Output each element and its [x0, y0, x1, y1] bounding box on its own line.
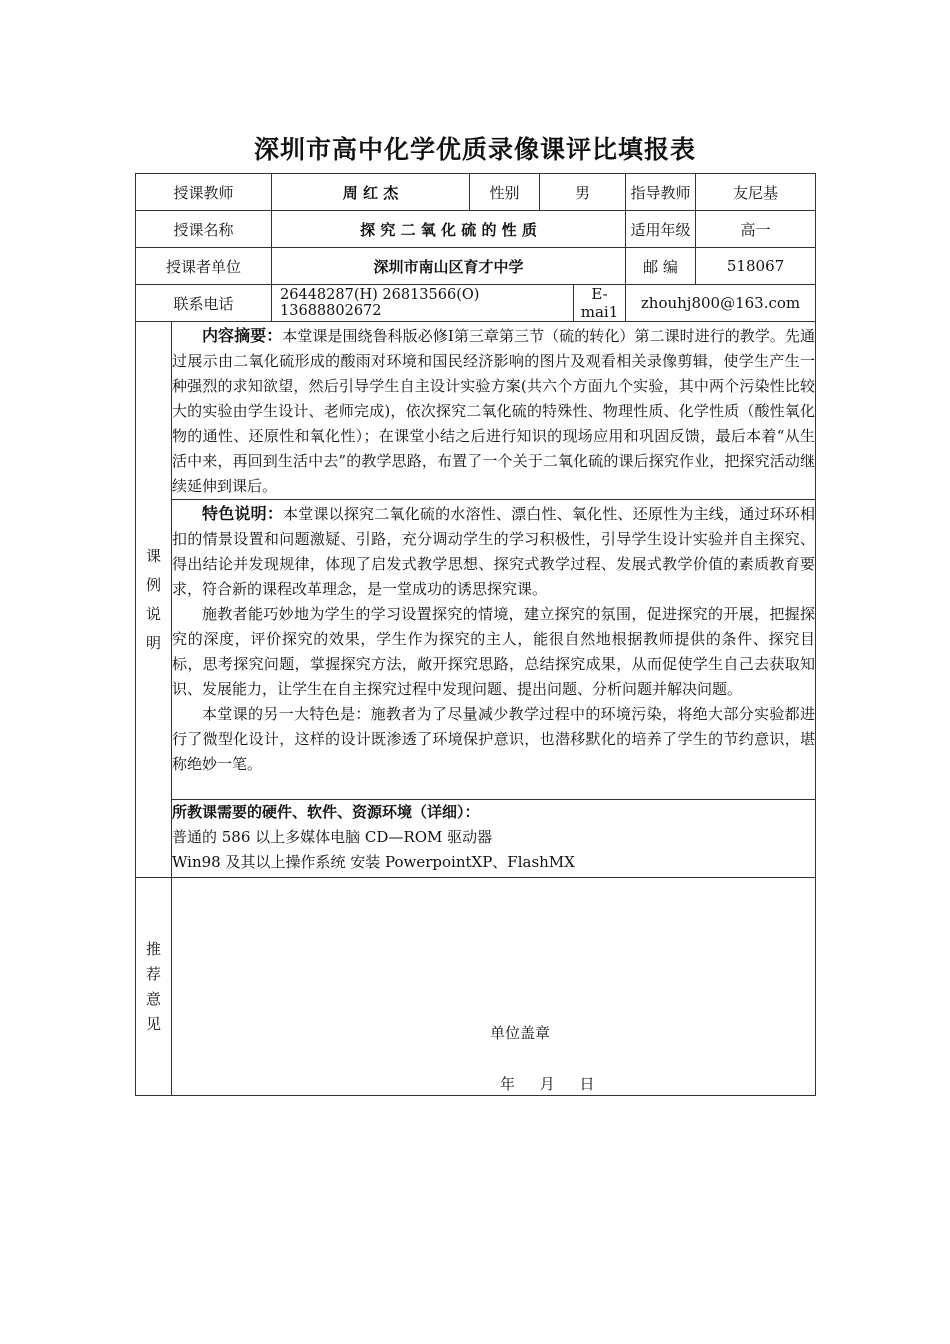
hardware-line-2: Win98 及其以上操作系统 安装 PowerpointXP、FlashMX: [172, 853, 575, 871]
postcode-label: 邮 编: [626, 248, 696, 285]
hardware-line-1: 普通的 586 以上多媒体电脑 CD—ROM 驱动器: [172, 828, 493, 846]
feature-text: 本堂课以探究二氧化硫的水溶性、漂白性、氧化性、还原性为主线，通过环环相扣的情景设置和问题激疑、引路，充分调动学生的学习积极性，引导学生设计实验并自主探究、得出结论并发现规律，体现了启发式教学思想、探究式教学过程、发展式教学价值的素质教育要求，符合新的课程改革理念，是一堂成功的诱思探究课。: [172, 505, 816, 598]
advisor-label: 指导教师: [626, 174, 696, 211]
recommendation-label: [136, 878, 172, 1096]
recommendation-box: [172, 878, 816, 1096]
email-value: zhouhj800@163.com: [626, 285, 816, 322]
teacher-label: 授课教师: [136, 174, 272, 211]
feature-description: [172, 500, 816, 800]
advisor-value: 友尼基: [696, 174, 816, 211]
label-char: 荐: [145, 964, 161, 983]
label-char: 推: [145, 939, 161, 958]
label-char: 课: [145, 546, 161, 565]
label-char: 说: [145, 604, 161, 623]
grade-value: 高一: [696, 211, 816, 248]
signature-date: 年 月 日: [500, 1075, 595, 1093]
teacher-name: 周 红 杰: [272, 174, 470, 211]
gender-value: 男: [540, 174, 626, 211]
unit-label: 授课者单位: [136, 248, 272, 285]
course-name: 探 究 二 氧 化 硫 的 性 质: [272, 211, 626, 248]
postcode-value: 518067: [696, 248, 816, 285]
feature-paragraph-2: 施教者能巧妙地为学生的学习设置探究的情境，建立探究的氛围，促进探究的开展，把握探究的深度，评价探究的效果，学生作为探究的主人，能很自然地根据教师提供的条件、探究目标，思考探究问题，掌握探究方法，敞开探究思路，总结探究成果，从而促使学生自己去获取知识、发展能力，让学生在自主探究过程中发现问题、提出问题、分析问题并解决问题。: [172, 605, 816, 698]
case-description-label: [136, 322, 172, 878]
summary-lead: 内容摘要：: [202, 326, 283, 345]
page-title: 深圳市高中化学优质录像课评比填报表: [253, 135, 696, 164]
grade-label: 适用年级: [626, 211, 696, 248]
course-label: 授课名称: [136, 211, 272, 248]
unit-name: 深圳市南山区育才中学: [272, 248, 626, 285]
phone-label: 联系电话: [136, 285, 272, 322]
label-char: 明: [145, 633, 161, 652]
feature-paragraph-3: 本堂课的另一大特色是：施教者为了尽量减少教学过程中的环境污染，将绝大部分实验都进行了微型化设计，这样的设计既渗透了环境保护意识，也潜移默化的培养了学生的节约意识，堪称绝妙一笔。: [172, 705, 816, 773]
phone-value: 26448287(H) 26813566(O) 13688802672: [272, 285, 574, 322]
hardware-section: [172, 800, 816, 878]
summary-text: 本堂课是围绕鲁科版必修Ⅰ第三章第三节（硫的转化）第二课时进行的教学。先通过展示由二氧化硫形成的酸雨对环境和国民经济影响的图片及观看相关录像剪辑，使学生产生一种强烈的求知欲望，然后引导学生自主设计实验方案(共六个方面九个实验，其中两个污染性比较大的实验由学生设计、老师完成)，依次探究二氧化硫的特殊性、物理性质、化学性质（酸性氧化物的通性、还原性和氧化性）；在课堂小结之后进行知识的现场应用和巩固反馈，最后本着“从生活中来，再回到生活中去”的教学思路，布置了一个关于二氧化硫的课后探究作业，把探究活动继续延伸到课后。: [172, 327, 816, 495]
content-summary: [172, 322, 816, 500]
label-char: 例: [145, 575, 161, 594]
hardware-heading: 所教课需要的硬件、软件、资源环境（详细）：: [172, 803, 480, 821]
gender-label: 性别: [470, 174, 540, 211]
email-label: E-mai1: [574, 285, 626, 322]
feature-lead: 特色说明：: [202, 504, 284, 523]
label-char: 意: [145, 989, 161, 1008]
label-char: 见: [145, 1014, 161, 1033]
unit-stamp: 单位盖章: [490, 1024, 551, 1042]
registration-form: [135, 173, 816, 1096]
